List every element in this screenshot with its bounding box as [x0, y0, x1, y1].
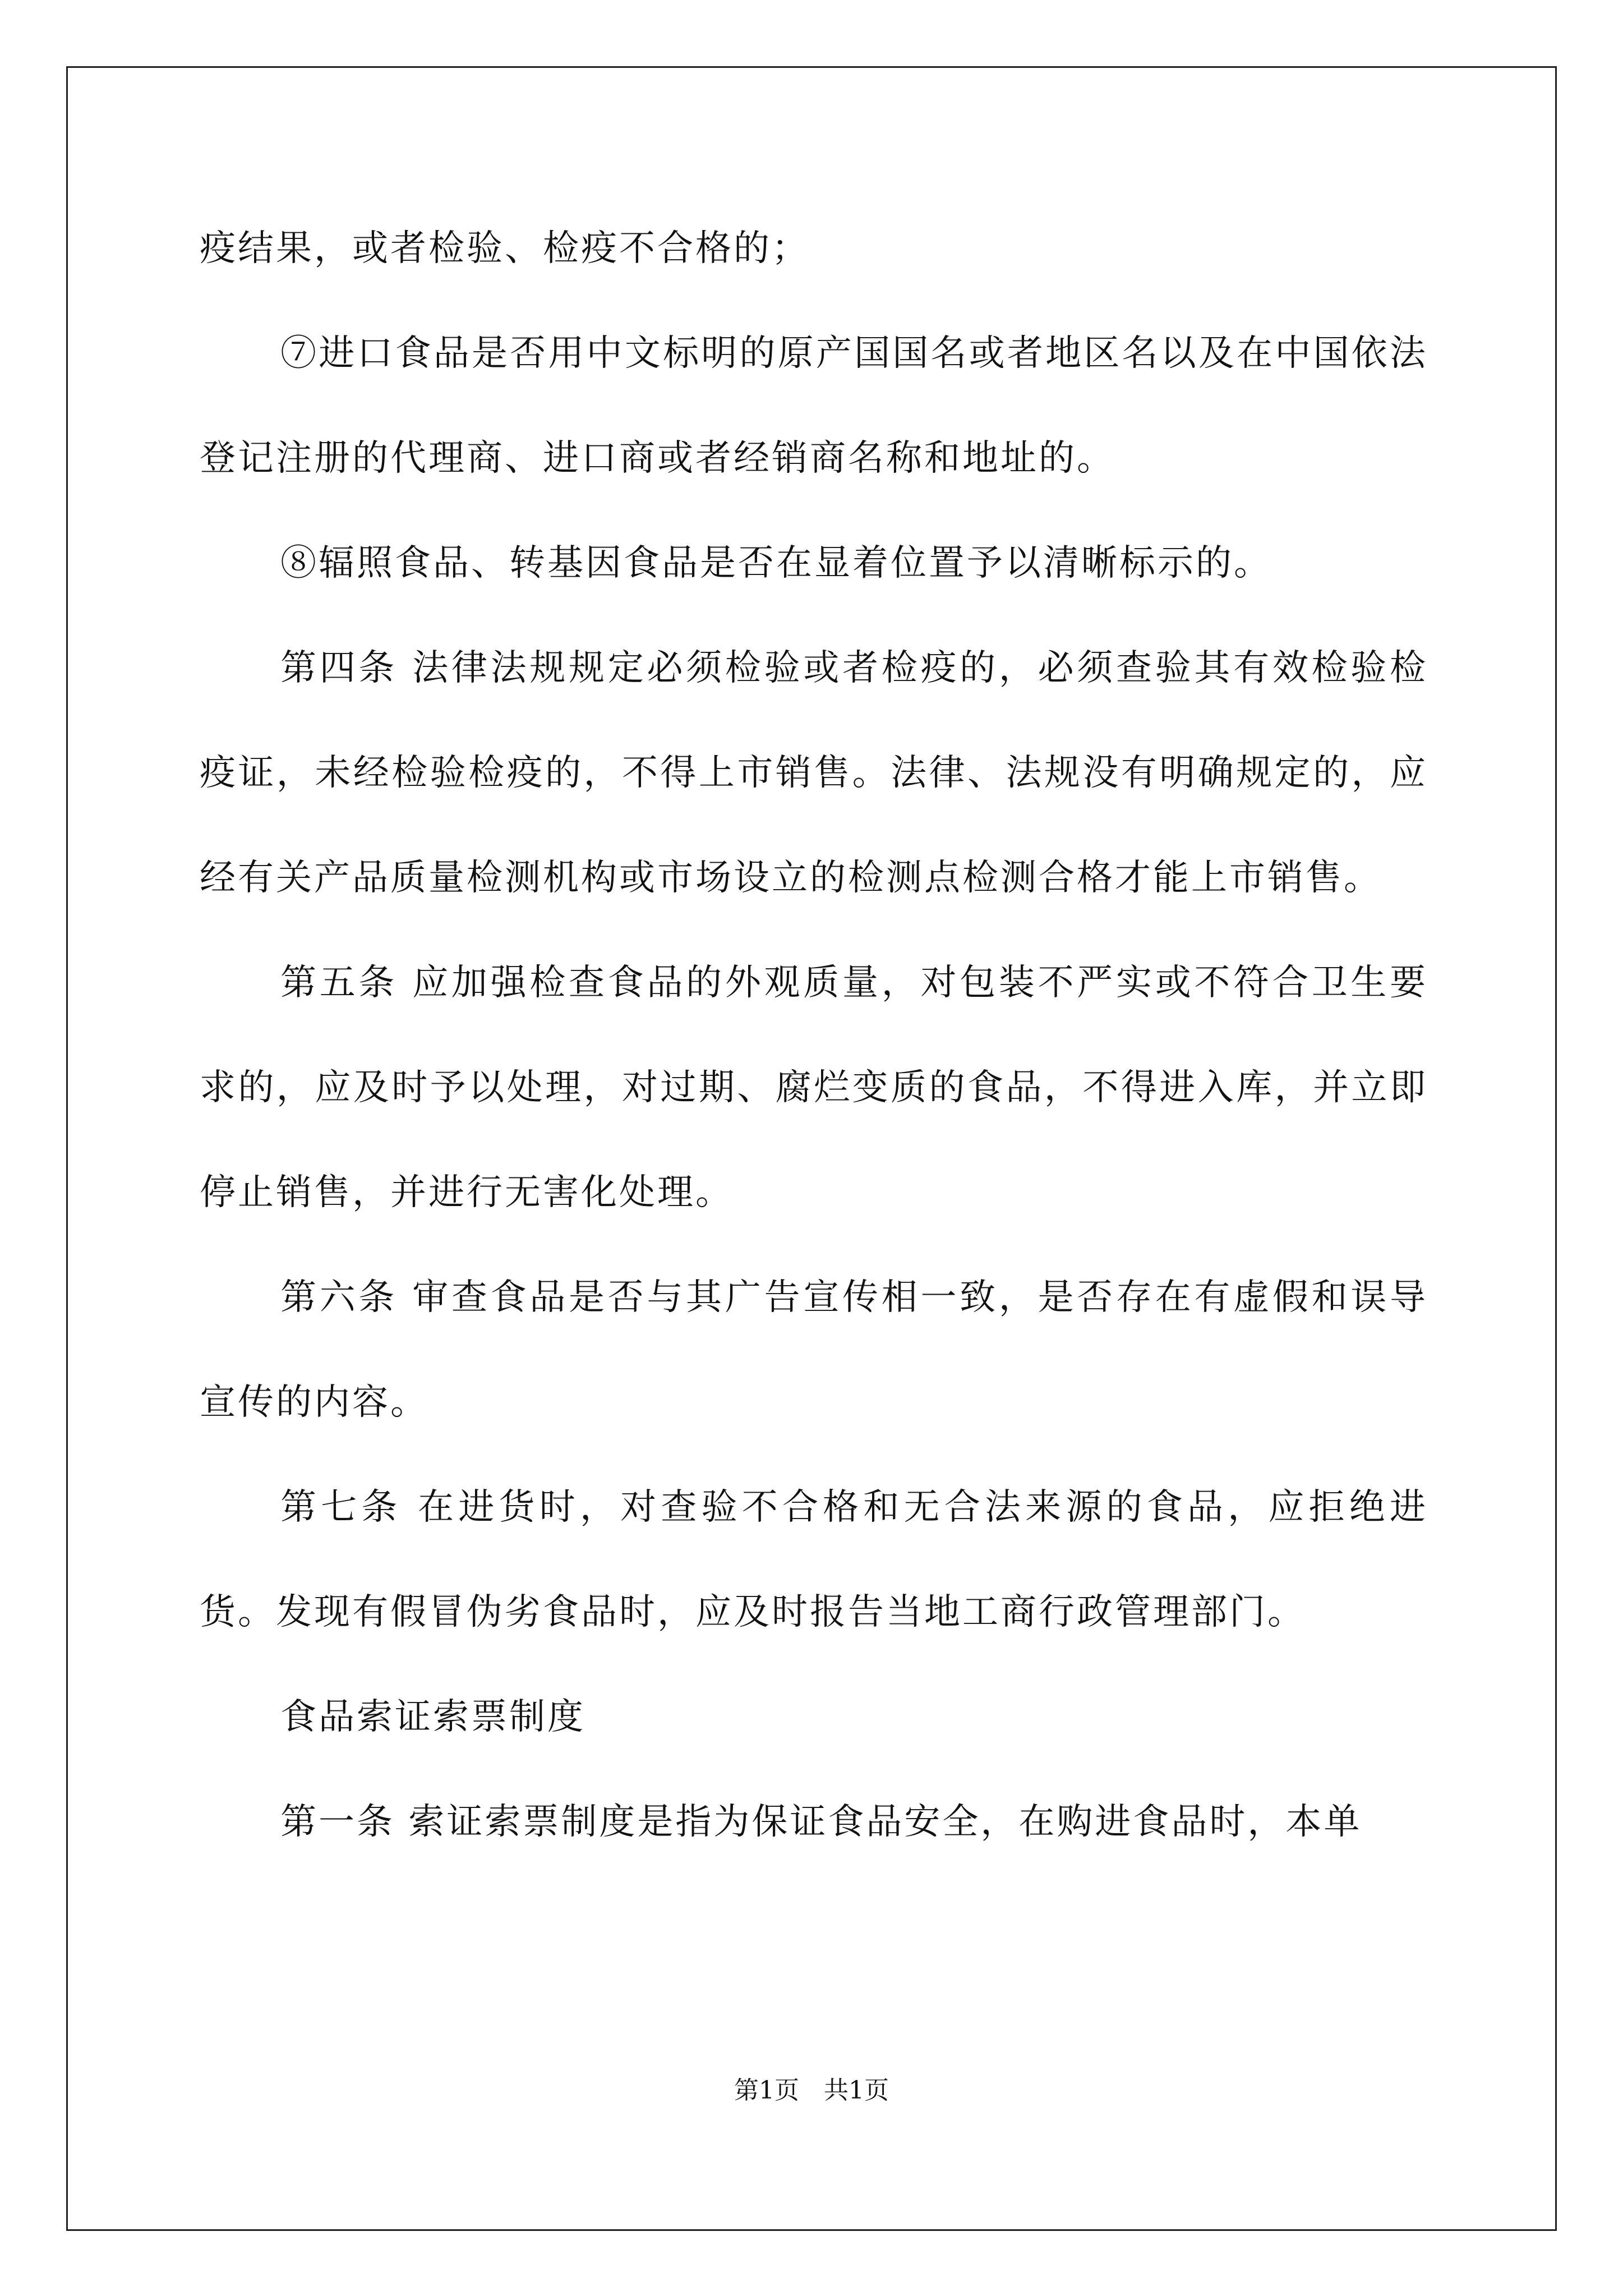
paragraph-article-7: 第七条 在进货时，对查验不合格和无合法来源的食品，应拒绝进货。发现有假冒伪劣食品时，应及时报告当地工商行政管理部门。: [200, 1487, 1428, 1633]
paragraph-article-6: 第六条 审查食品是否与其广告宣传相一致，是否存在有虚假和误导宣传的内容。: [200, 1277, 1428, 1423]
page-footer: 第1页 共1页: [734, 2076, 889, 2105]
paragraph-2: ⑦进口食品是否用中文标明的原产国国名或者地区名以及在中国依法登记注册的代理商、进口商或者经销商名称和地址的。: [200, 333, 1428, 479]
paragraph-article-4: 第四条 法律法规规定必须检验或者检疫的，必须查验其有效检验检疫证，未经检验检疫的，不得上市销售。法律、法规没有明确规定的，应经有关产品质量检测机构或市场设立的检测点检测合格才能上市销售。: [200, 647, 1428, 899]
paragraph-3: ⑧辐照食品、转基因食品是否在显着位置予以清晰标示的。: [280, 542, 1272, 584]
document-body: [200, 196, 1428, 1875]
section-heading: 食品索证索票制度: [280, 1696, 585, 1738]
paragraph-article-5: 第五条 应加强检查食品的外观质量，对包装不严实或不符合卫生要求的，应及时予以处理，对过期、腐烂变质的食品，不得进入库，并立即停止销售，并进行无害化处理。: [200, 962, 1428, 1213]
paragraph-article-1: 第一条 索证索票制度是指为保证食品安全，在购进食品时，本单: [280, 1801, 1362, 1843]
paragraph-1: 疫结果，或者检验、检疫不合格的；: [200, 228, 810, 269]
